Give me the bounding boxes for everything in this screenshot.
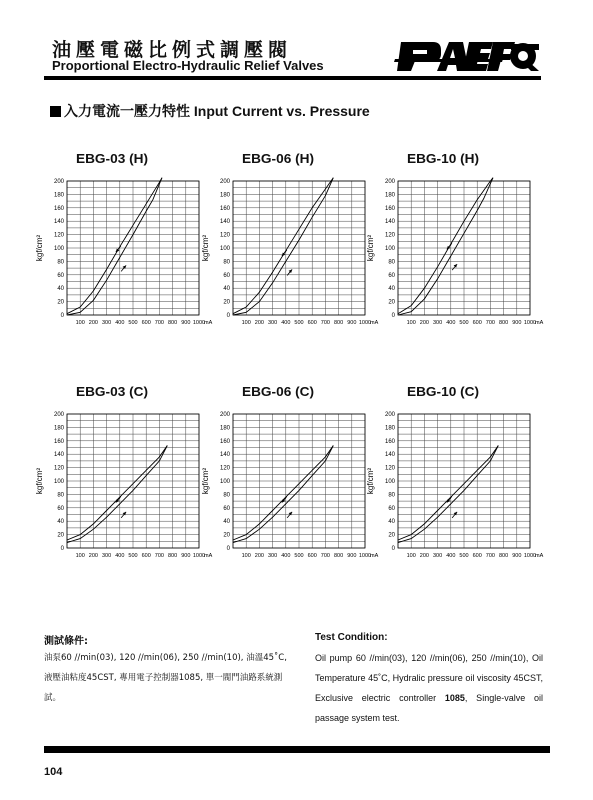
series-line xyxy=(233,446,333,541)
chart-plot xyxy=(22,404,213,584)
y-tick-label: 200 xyxy=(219,179,230,185)
x-tick-label: 400 xyxy=(115,553,125,559)
x-tick-label: 400 xyxy=(281,320,291,326)
x-tick-label: 400 xyxy=(446,553,456,559)
y-tick-label: 60 xyxy=(57,272,64,279)
x-tick-label: 600 xyxy=(307,553,317,559)
y-tick-label: 100 xyxy=(53,479,64,485)
y-tick-label: 120 xyxy=(53,232,64,239)
y-tick-label: 60 xyxy=(388,505,395,512)
x-tick-label: 500 xyxy=(294,553,304,559)
y-tick-label: 140 xyxy=(219,452,230,459)
x-tick-label: 800 xyxy=(499,553,509,559)
y-tick-label: 40 xyxy=(388,519,395,526)
x-tick-label: 600 xyxy=(141,553,151,559)
y-tick-label: 180 xyxy=(219,425,230,432)
x-tick-label: 200 xyxy=(254,553,264,559)
y-tick-label: 140 xyxy=(219,219,230,226)
page-title-zh: 油壓電磁比例式調壓閥 xyxy=(52,39,293,61)
x-tick-label: 600 xyxy=(141,320,151,326)
x-tick-label: 900 xyxy=(181,320,191,326)
x-tick-label: 900 xyxy=(347,553,357,559)
y-tick-label: 0 xyxy=(60,313,64,319)
x-tick-label: 800 xyxy=(334,553,344,559)
y-tick-label: 120 xyxy=(53,465,64,472)
y-tick-label: 60 xyxy=(57,505,64,512)
y-tick-label: 40 xyxy=(223,519,230,526)
x-unit-label: mA xyxy=(535,553,544,559)
y-tick-label: 0 xyxy=(391,546,395,552)
y-tick-label: 20 xyxy=(223,532,230,539)
x-tick-label: 300 xyxy=(433,320,443,326)
y-axis-label: kgf/cm² xyxy=(201,467,210,495)
conditions-title-en: Test Condition: xyxy=(315,632,388,643)
y-tick-label: 180 xyxy=(384,425,395,432)
x-tick-label: 200 xyxy=(419,553,429,559)
chart-plot xyxy=(353,171,544,351)
chart-title: EBG-03 (C) xyxy=(75,384,149,399)
x-unit-label: mA xyxy=(204,320,213,326)
y-tick-label: 20 xyxy=(388,532,395,539)
x-unit-label: mA xyxy=(370,553,379,559)
footer-rule xyxy=(44,746,550,753)
y-tick-label: 160 xyxy=(384,205,395,212)
y-tick-label: 0 xyxy=(60,546,64,552)
y-tick-label: 120 xyxy=(384,465,395,472)
y-axis-label: kgf/cm² xyxy=(35,467,44,495)
y-tick-label: 120 xyxy=(384,232,395,239)
x-tick-label: 200 xyxy=(254,320,264,326)
x-tick-label: 300 xyxy=(268,320,278,326)
y-tick-label: 100 xyxy=(219,246,230,252)
chart-title: EBG-10 (H) xyxy=(406,151,480,166)
square-bullet-icon xyxy=(50,106,61,117)
x-tick-label: 1000 xyxy=(192,320,206,326)
x-tick-label: 700 xyxy=(485,553,495,559)
x-tick-label: 1000 xyxy=(192,553,206,559)
x-unit-label: mA xyxy=(535,320,544,326)
chart-ebg-03-h xyxy=(22,151,213,351)
x-tick-label: 300 xyxy=(102,553,112,559)
x-tick-label: 600 xyxy=(472,553,482,559)
x-tick-label: 800 xyxy=(334,320,344,326)
y-tick-label: 200 xyxy=(219,412,230,418)
y-tick-label: 20 xyxy=(57,299,64,306)
y-tick-label: 0 xyxy=(391,313,395,319)
x-tick-label: 900 xyxy=(347,320,357,326)
conditions-body-en: Oil pump 60 //min(03), 120 //min(06), 250 //min(10), Oil Temperature 45˚C, Hydralic pressure oil viscosity 45CST, Exclusive electric controller 1085, Single-valve oil passage system test. xyxy=(315,653,543,723)
series-line xyxy=(67,446,167,541)
x-tick-label: 100 xyxy=(406,320,416,326)
y-tick-label: 140 xyxy=(384,452,395,459)
x-tick-label: 500 xyxy=(128,320,138,326)
y-axis-label: kgf/cm² xyxy=(366,234,375,262)
chart-title: EBG-06 (C) xyxy=(241,384,315,399)
controller-model: 1085 xyxy=(444,693,465,703)
series-line xyxy=(233,178,333,314)
x-tick-label: 100 xyxy=(75,553,85,559)
x-tick-label: 1000 xyxy=(358,553,372,559)
chart-plot xyxy=(353,404,544,584)
x-tick-label: 1000 xyxy=(523,553,537,559)
y-tick-label: 0 xyxy=(226,313,230,319)
page-title-en: Proportional Electro-Hydraulic Relief Valves xyxy=(52,58,324,73)
y-tick-label: 60 xyxy=(223,505,230,512)
x-tick-label: 800 xyxy=(168,553,178,559)
y-tick-label: 160 xyxy=(219,205,230,212)
x-tick-label: 500 xyxy=(459,320,469,326)
x-tick-label: 300 xyxy=(268,553,278,559)
x-tick-label: 300 xyxy=(102,320,112,326)
series-line xyxy=(233,178,333,315)
y-tick-label: 80 xyxy=(388,492,395,499)
y-tick-label: 80 xyxy=(388,259,395,266)
x-tick-label: 800 xyxy=(168,320,178,326)
x-tick-label: 700 xyxy=(320,553,330,559)
x-tick-label: 700 xyxy=(154,553,164,559)
x-tick-label: 100 xyxy=(406,553,416,559)
chart-ebg-06-h xyxy=(188,151,379,351)
y-tick-label: 20 xyxy=(57,532,64,539)
y-tick-label: 140 xyxy=(53,219,64,226)
x-tick-label: 700 xyxy=(320,320,330,326)
y-axis-label: kgf/cm² xyxy=(366,467,375,495)
section-heading: 入力電流一壓力特性 Input Current vs. Pressure xyxy=(50,101,370,121)
y-tick-label: 180 xyxy=(53,192,64,199)
x-tick-label: 100 xyxy=(241,320,251,326)
x-tick-label: 800 xyxy=(499,320,509,326)
y-tick-label: 40 xyxy=(57,286,64,293)
x-tick-label: 100 xyxy=(75,320,85,326)
y-tick-label: 200 xyxy=(53,412,64,418)
y-tick-label: 100 xyxy=(219,479,230,485)
chart-title: EBG-10 (C) xyxy=(406,384,480,399)
chart-ebg-10-h xyxy=(353,151,544,351)
series-line xyxy=(398,178,493,314)
brand-logo xyxy=(393,38,541,78)
chart-ebg-10-c xyxy=(353,384,544,584)
x-tick-label: 500 xyxy=(459,553,469,559)
y-tick-label: 160 xyxy=(53,205,64,212)
y-tick-label: 100 xyxy=(53,246,64,252)
y-tick-label: 200 xyxy=(384,179,395,185)
y-tick-label: 40 xyxy=(223,286,230,293)
y-tick-label: 20 xyxy=(223,299,230,306)
y-tick-label: 200 xyxy=(53,179,64,185)
y-tick-label: 160 xyxy=(53,438,64,445)
x-tick-label: 500 xyxy=(128,553,138,559)
x-tick-label: 400 xyxy=(115,320,125,326)
y-tick-label: 200 xyxy=(384,412,395,418)
x-tick-label: 1000 xyxy=(358,320,372,326)
y-tick-label: 40 xyxy=(388,286,395,293)
x-tick-label: 700 xyxy=(485,320,495,326)
series-line xyxy=(67,178,162,315)
x-tick-label: 400 xyxy=(281,553,291,559)
x-tick-label: 900 xyxy=(512,320,522,326)
x-tick-label: 300 xyxy=(433,553,443,559)
chart-ebg-06-c xyxy=(188,384,379,584)
chart-ebg-03-c xyxy=(22,384,213,584)
x-tick-label: 500 xyxy=(294,320,304,326)
series-line xyxy=(398,446,498,541)
x-tick-label: 700 xyxy=(154,320,164,326)
x-unit-label: mA xyxy=(370,320,379,326)
y-tick-label: 180 xyxy=(219,192,230,199)
y-axis-label: kgf/cm² xyxy=(201,234,210,262)
y-tick-label: 60 xyxy=(223,272,230,279)
y-tick-label: 160 xyxy=(384,438,395,445)
x-tick-label: 200 xyxy=(419,320,429,326)
page-number: 104 xyxy=(44,766,63,778)
y-tick-label: 180 xyxy=(384,192,395,199)
y-tick-label: 80 xyxy=(223,259,230,266)
conditions-body-zh: 油泵60 //min(03), 120 //min(06), 250 //min(10), 油溫45˚C, 液壓油粘度45CST, 專用電子控制器1085, 單一閥門油路系統測試。 xyxy=(44,653,287,703)
chart-plot xyxy=(188,171,379,351)
x-tick-label: 600 xyxy=(472,320,482,326)
x-tick-label: 600 xyxy=(307,320,317,326)
chart-plot xyxy=(188,404,379,584)
y-tick-label: 160 xyxy=(219,438,230,445)
y-tick-label: 20 xyxy=(388,299,395,306)
series-line xyxy=(67,178,162,314)
x-unit-label: mA xyxy=(204,553,213,559)
y-axis-label: kgf/cm² xyxy=(35,234,44,262)
x-tick-label: 900 xyxy=(512,553,522,559)
y-tick-label: 100 xyxy=(384,479,395,485)
y-tick-label: 40 xyxy=(57,519,64,526)
x-tick-label: 200 xyxy=(88,320,98,326)
x-tick-label: 100 xyxy=(241,553,251,559)
y-tick-label: 80 xyxy=(57,492,64,499)
y-tick-label: 120 xyxy=(219,465,230,472)
y-tick-label: 80 xyxy=(223,492,230,499)
chart-title: EBG-06 (H) xyxy=(241,151,315,166)
y-tick-label: 80 xyxy=(57,259,64,266)
conditions-title-zh: 測試條件: xyxy=(44,636,88,647)
y-tick-label: 120 xyxy=(219,232,230,239)
x-tick-label: 900 xyxy=(181,553,191,559)
x-tick-label: 400 xyxy=(446,320,456,326)
chart-title: EBG-03 (H) xyxy=(75,151,149,166)
x-tick-label: 1000 xyxy=(523,320,537,326)
y-tick-label: 100 xyxy=(384,246,395,252)
y-tick-label: 180 xyxy=(53,425,64,432)
y-tick-label: 0 xyxy=(226,546,230,552)
chart-plot xyxy=(22,171,213,351)
y-tick-label: 60 xyxy=(388,272,395,279)
y-tick-label: 140 xyxy=(384,219,395,226)
y-tick-label: 140 xyxy=(53,452,64,459)
x-tick-label: 200 xyxy=(88,553,98,559)
